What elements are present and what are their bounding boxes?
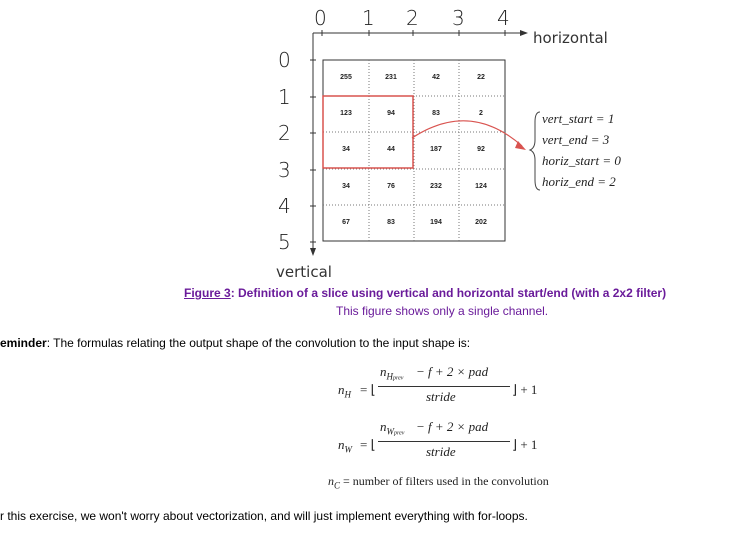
cell-1-0: 123 xyxy=(340,110,352,117)
cell-1-1: 94 xyxy=(387,110,395,117)
x-tick-1: 1 xyxy=(362,6,375,30)
nW-lhs: $n_W$ xyxy=(338,437,352,455)
cell-1-3: 2 xyxy=(479,110,483,117)
y-axis-arrow xyxy=(310,248,316,256)
formula-nC xyxy=(328,474,549,490)
nW-num-rest: − f + 2 × pad xyxy=(416,419,489,434)
curly-brace xyxy=(530,112,540,190)
horiz-start-eq: horiz_start = 0 xyxy=(542,153,621,168)
footer-text: r this exercise, we won't worry about vectorization, and will just implement everything with for-loops. xyxy=(0,509,528,523)
cell-4-0: 67 xyxy=(342,219,350,226)
nH-fraction-bar xyxy=(378,386,510,387)
nH-eq: = ⌊ xyxy=(360,382,376,397)
x-tick-2: 2 xyxy=(406,6,419,30)
cell-1-2: 83 xyxy=(432,110,440,117)
nC-rhs: = number of filters used in the convolution xyxy=(343,474,549,488)
nH-lhs: $n_H$ xyxy=(338,382,351,400)
x-axis-label: horizontal xyxy=(533,29,608,47)
cell-3-3: 124 xyxy=(475,183,487,190)
nW-num: $n_{Wprev}$ xyxy=(380,419,405,437)
figure-ref-link[interactable]: Figure 3 xyxy=(184,286,231,300)
cell-0-3: 22 xyxy=(477,74,485,81)
nW-den: stride xyxy=(426,444,456,459)
cell-0-1: 231 xyxy=(385,74,397,81)
nW-eq: = ⌊ xyxy=(360,437,376,452)
x-tick-0: 0 xyxy=(314,6,327,30)
nC-lhs: $n_C$ xyxy=(328,474,341,491)
nW-fraction-bar xyxy=(378,441,510,442)
x-tick-3: 3 xyxy=(452,6,465,30)
y-tick-1: 1 xyxy=(278,85,291,109)
cell-4-2: 194 xyxy=(430,219,442,226)
x-axis-arrow xyxy=(520,30,528,36)
cell-3-2: 232 xyxy=(430,183,442,190)
x-tick-4: 4 xyxy=(497,6,510,30)
figure-subcaption: This figure shows only a single channel. xyxy=(336,304,549,318)
reminder-label: eminder xyxy=(0,336,47,350)
cell-4-1: 83 xyxy=(387,219,395,226)
figure-caption xyxy=(184,286,666,300)
cell-2-1: 44 xyxy=(387,146,395,153)
y-tick-0: 0 xyxy=(278,48,291,72)
cell-0-2: 42 xyxy=(432,74,440,81)
cell-2-3: 92 xyxy=(477,146,485,153)
horiz-end-eq: horiz_end = 2 xyxy=(542,174,616,189)
slice-arrow-head xyxy=(515,141,526,150)
cell-2-2: 187 xyxy=(430,146,442,153)
cell-2-0: 34 xyxy=(342,146,350,153)
nH-den: stride xyxy=(426,389,456,404)
cell-4-3: 202 xyxy=(475,219,487,226)
formula-nW xyxy=(338,419,558,465)
vert-start-eq: vert_start = 1 xyxy=(542,111,615,126)
formula-nH xyxy=(338,364,558,410)
vert-end-eq: vert_end = 3 xyxy=(542,132,610,147)
cell-0-0: 255 xyxy=(340,74,352,81)
y-tick-5: 5 xyxy=(278,230,291,254)
reminder-line xyxy=(0,336,470,350)
y-tick-3: 3 xyxy=(278,158,291,182)
figure-caption-text: : Definition of a slice using vertical and horizontal start/end (with a 2x2 filter) xyxy=(230,286,667,300)
y-tick-4: 4 xyxy=(278,194,291,218)
nH-num: $n_{Hprev}$ xyxy=(380,364,404,382)
cell-3-0: 34 xyxy=(342,183,350,190)
y-tick-2: 2 xyxy=(278,121,291,145)
y-axis-label: vertical xyxy=(276,263,332,281)
cell-3-1: 76 xyxy=(387,183,395,190)
nH-tail: ⌋ + 1 xyxy=(512,382,538,397)
nW-tail: ⌋ + 1 xyxy=(512,437,538,452)
nH-num-rest: − f + 2 × pad xyxy=(416,364,489,379)
reminder-text: : The formulas relating the output shape of the convolution to the input shape is: xyxy=(46,336,471,350)
